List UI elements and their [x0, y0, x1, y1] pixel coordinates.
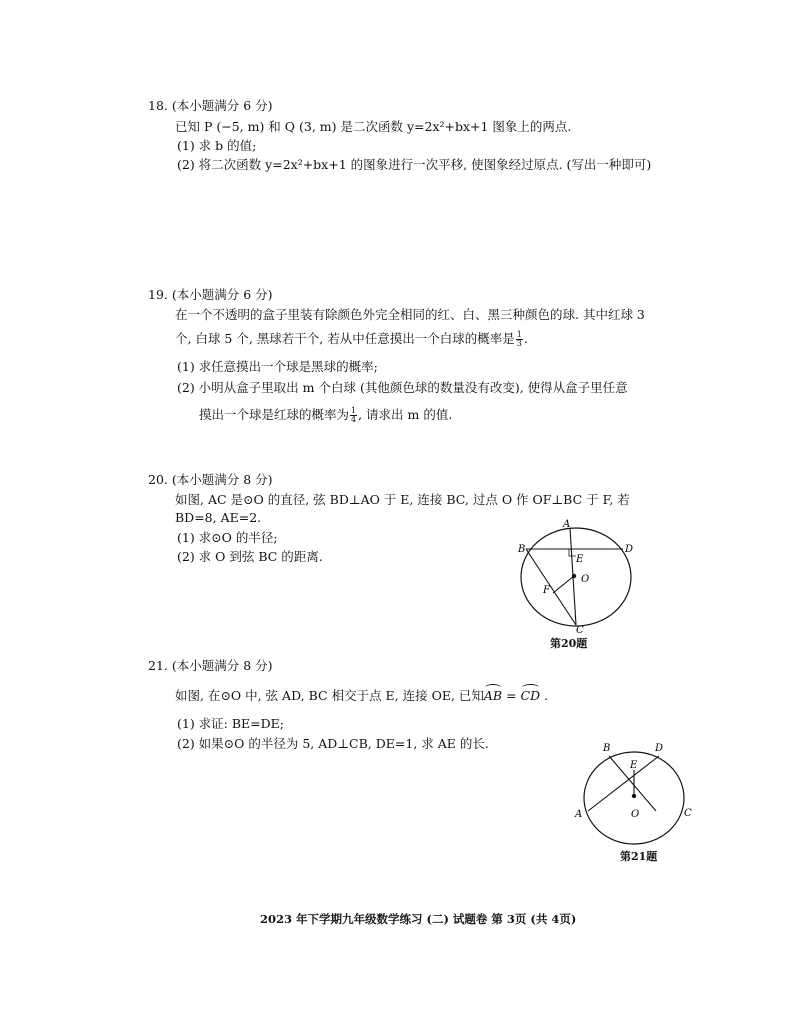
- q21-label-a: A: [575, 809, 583, 820]
- q19-fraction-one-third: $\frac{1}{3}$: [516, 330, 522, 348]
- q21-label-b: B: [603, 743, 611, 754]
- q21-heading: 21. (本小题满分 8 分): [148, 658, 273, 673]
- q20-figure: [510, 515, 650, 635]
- q21-label-c: C: [684, 808, 692, 819]
- q21-label-d: D: [655, 743, 664, 754]
- q20-line2: BD=8, AE=2.: [175, 510, 262, 525]
- q20-part1: (1) 求⊙O 的半径;: [177, 530, 278, 545]
- q21-arc-cd: CD: [520, 688, 541, 703]
- q20-line1: 如图, AC 是⊙O 的直径, 弦 BD⊥AO 于 E, 连接 BC, 过点 O 作 OF⊥BC 于 F, 若: [175, 492, 630, 507]
- q20-label-b: B: [518, 544, 526, 555]
- q19-part2-line2: 摸出一个球是红球的概率为 $\frac{1}{4}$ , 请求出 m 的值.: [199, 406, 453, 424]
- q18-part1: (1) 求 b 的值;: [177, 138, 257, 153]
- q20-circle: [521, 528, 634, 626]
- q19-line2-text: 个, 白球 5 个, 黑球若干个, 若从中任意摸出一个白球的概率是: [175, 331, 515, 346]
- q21-stem: 如图, 在⊙O 中, 弦 AD, BC 相交于点 E, 连接 OE, 已知AB = CD .: [175, 688, 549, 703]
- q20-heading: 20. (本小题满分 8 分): [148, 472, 273, 487]
- q19-part1: (1) 求任意摸出一个球是黑球的概率;: [177, 359, 378, 374]
- q20-label-e: E: [576, 554, 584, 565]
- q21-figure: [570, 738, 700, 848]
- q18-stem: 已知 P (−5, m) 和 Q (3, m) 是二次函数 y=2x²+bx+1 图象上的两点.: [175, 119, 572, 134]
- q20-center-dot: [572, 574, 576, 578]
- q20-chord-bc: [526, 549, 576, 625]
- q20-label-a: A: [563, 519, 571, 530]
- q20-part2: (2) 求 O 到弦 BC 的距离.: [177, 549, 323, 564]
- q18-heading: 18. (本小题满分 6 分): [148, 98, 273, 113]
- q21-part2: (2) 如果⊙O 的半径为 5, AD⊥CB, DE=1, 求 AE 的长.: [177, 736, 489, 751]
- q20-segment-of: [553, 576, 574, 593]
- q20-label-d: D: [625, 544, 634, 555]
- q21-center-dot: [632, 794, 636, 798]
- q20-label-o: O: [581, 574, 590, 585]
- q20-caption: 第20题: [550, 637, 588, 650]
- q21-part1: (1) 求证: BE=DE;: [177, 716, 285, 731]
- q20-label-f: F: [543, 585, 550, 596]
- q20-right-angle-mark: [569, 549, 576, 556]
- q19-heading: 19. (本小题满分 6 分): [148, 287, 273, 302]
- q21-label-o: O: [631, 809, 640, 820]
- q21-label-e: E: [630, 760, 638, 771]
- q20-label-c: C: [576, 625, 584, 635]
- q19-line2: 个, 白球 5 个, 黑球若干个, 若从中任意摸出一个白球的概率是 $\frac{1}{3}$ .: [175, 330, 528, 348]
- page-footer: 2023 年下学期九年级数学练习 (二) 试题卷 第 3页 (共 4页): [260, 912, 577, 926]
- q19-line1: 在一个不透明的盒子里装有除颜色外完全相同的红、白、黑三种颜色的球. 其中红球 3: [175, 307, 645, 322]
- q21-arc-ab: AB: [483, 688, 503, 703]
- q19-fraction-one-fourth: $\frac{1}{4}$: [351, 406, 357, 424]
- q18-part2: (2) 将二次函数 y=2x²+bx+1 的图象进行一次平移, 使图象经过原点. (写出一种即可): [177, 157, 652, 172]
- q19-part2-line1: (2) 小明从盒子里取出 m 个白球 (其他颜色球的数量没有改变), 使得从盒子里任意: [177, 380, 628, 395]
- q21-caption: 第21题: [620, 850, 658, 863]
